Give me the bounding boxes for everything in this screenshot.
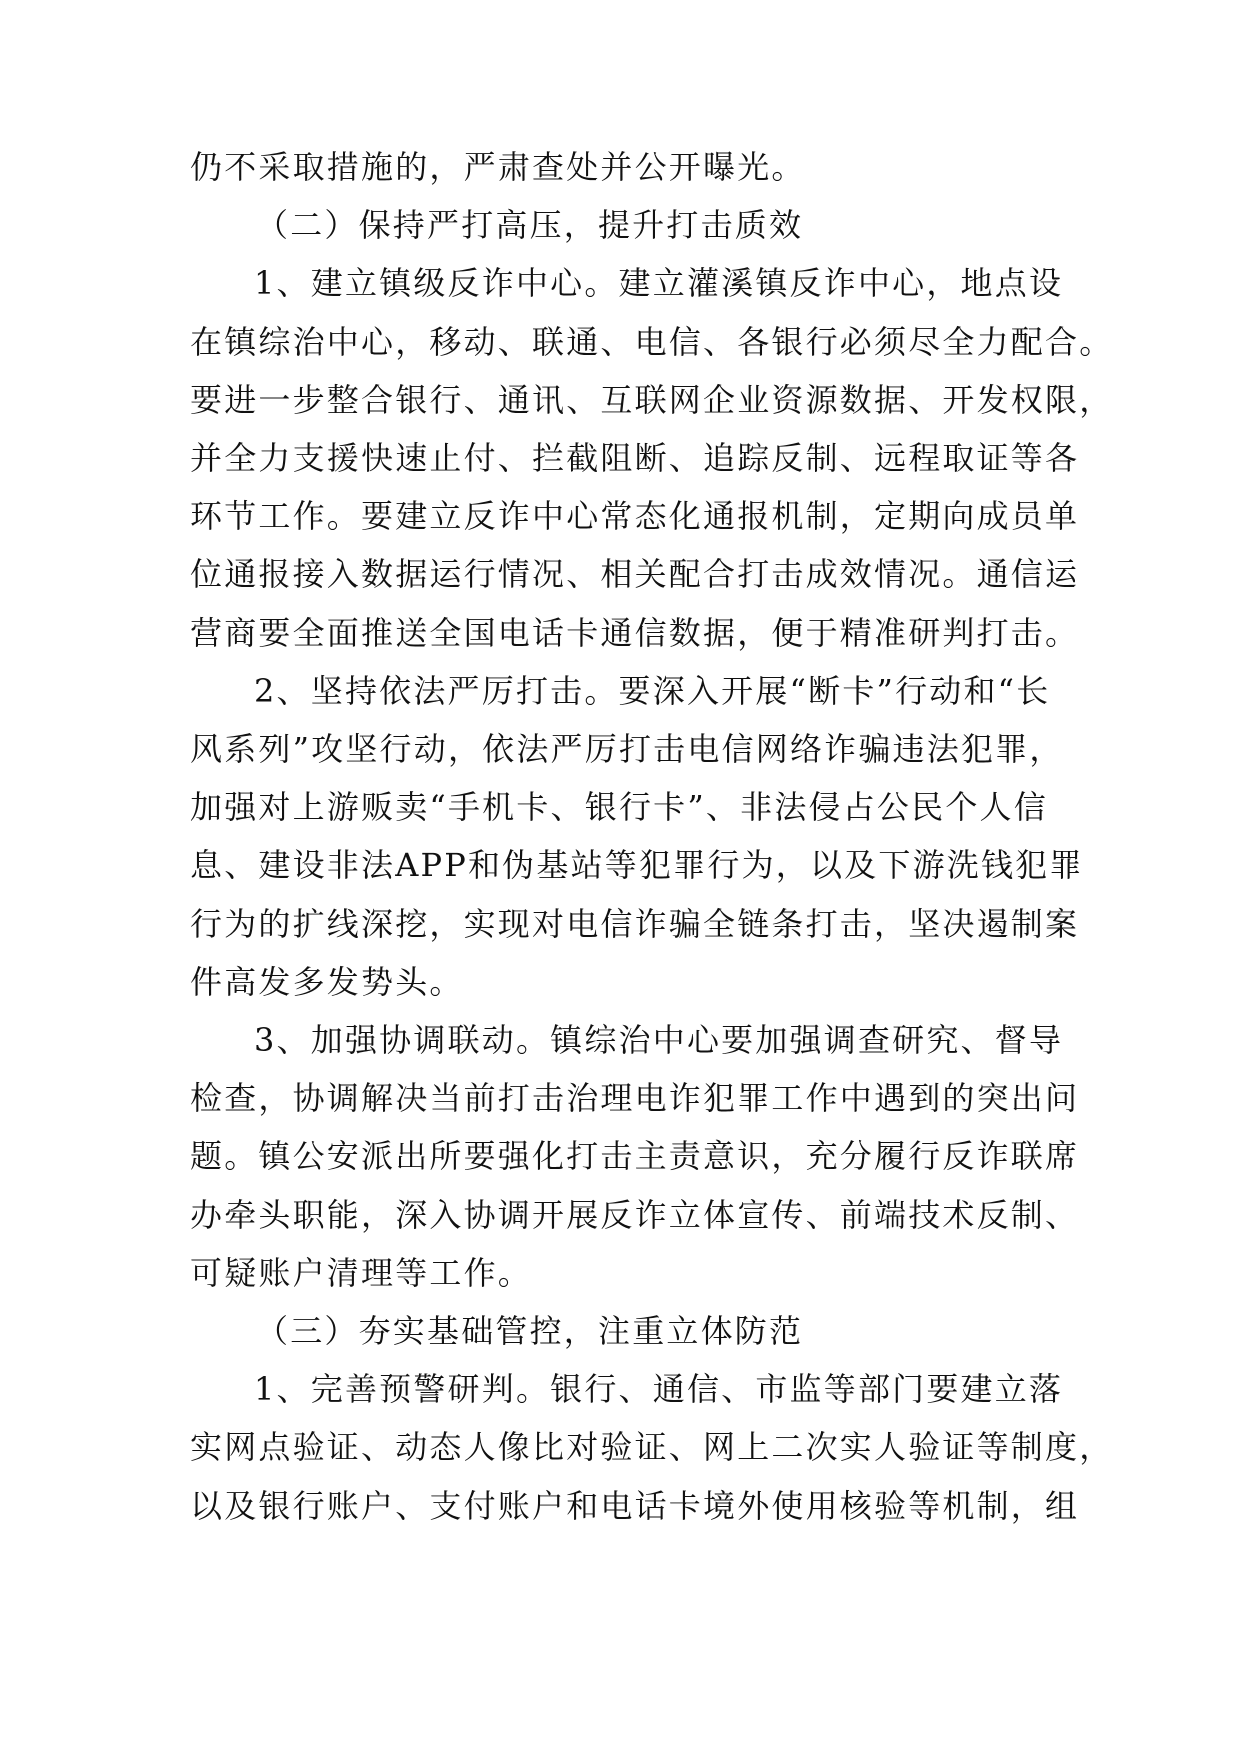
paragraph-line: 件高发多发势头。 (190, 963, 464, 1001)
paragraph-line: 风系列”攻坚行动，依法严厉打击电信网络诈骗违法犯罪， (190, 730, 1064, 768)
paragraph-line: 仍不采取措施的，严肃查处并公开曝光。 (190, 148, 806, 186)
paragraph-line: 2、坚持依法严厉打击。要深入开展“断卡”行动和“长 (254, 672, 1051, 710)
paragraph-line: 息、建设非法APP和伪基站等犯罪行为，以及下游洗钱犯罪 (190, 846, 1084, 884)
paragraph-line: 实网点验证、动态人像比对验证、网上二次实人验证等制度， (190, 1428, 1114, 1466)
paragraph-line: 加强对上游贩卖“手机卡、银行卡”、非法侵占公民个人信 (190, 788, 1048, 826)
paragraph-line: 行为的扩线深挖，实现对电信诈骗全链条打击，坚决遏制案 (190, 905, 1080, 943)
paragraph-line: 环节工作。要建立反诈中心常态化通报机制，定期向成员单 (190, 497, 1080, 535)
paragraph-line: 办牵头职能，深入协调开展反诈立体宣传、前端技术反制、 (190, 1196, 1080, 1234)
paragraph-line: 检查，协调解决当前打击治理电诈犯罪工作中遇到的突出问 (190, 1079, 1080, 1117)
section-heading: （三）夯实基础管控，注重立体防范 (256, 1312, 804, 1350)
paragraph-line: 在镇综治中心，移动、联通、电信、各银行必须尽全力配合。 (190, 323, 1114, 361)
section-heading: （二）保持严打高压，提升打击质效 (256, 206, 804, 244)
paragraph-line: 1、完善预警研判。银行、通信、市监等部门要建立落 (254, 1370, 1064, 1408)
paragraph-line: 要进一步整合银行、通讯、互联网企业资源数据、开发权限， (190, 381, 1114, 419)
paragraph-line: 3、加强协调联动。镇综治中心要加强调查研究、督导 (254, 1021, 1064, 1059)
paragraph-line: 位通报接入数据运行情况、相关配合打击成效情况。通信运 (190, 555, 1080, 593)
paragraph-line: 营商要全面推送全国电话卡通信数据，便于精准研判打击。 (190, 614, 1080, 652)
paragraph-line: 可疑账户清理等工作。 (190, 1254, 533, 1292)
paragraph-line: 以及银行账户、支付账户和电话卡境外使用核验等机制，组 (190, 1487, 1080, 1525)
paragraph-line: 1、建立镇级反诈中心。建立灌溪镇反诈中心，地点设 (254, 264, 1064, 302)
paragraph-line: 题。镇公安派出所要强化打击主责意识，充分履行反诈联席 (190, 1137, 1080, 1175)
paragraph-line: 并全力支援快速止付、拦截阻断、追踪反制、远程取证等各 (190, 439, 1080, 477)
